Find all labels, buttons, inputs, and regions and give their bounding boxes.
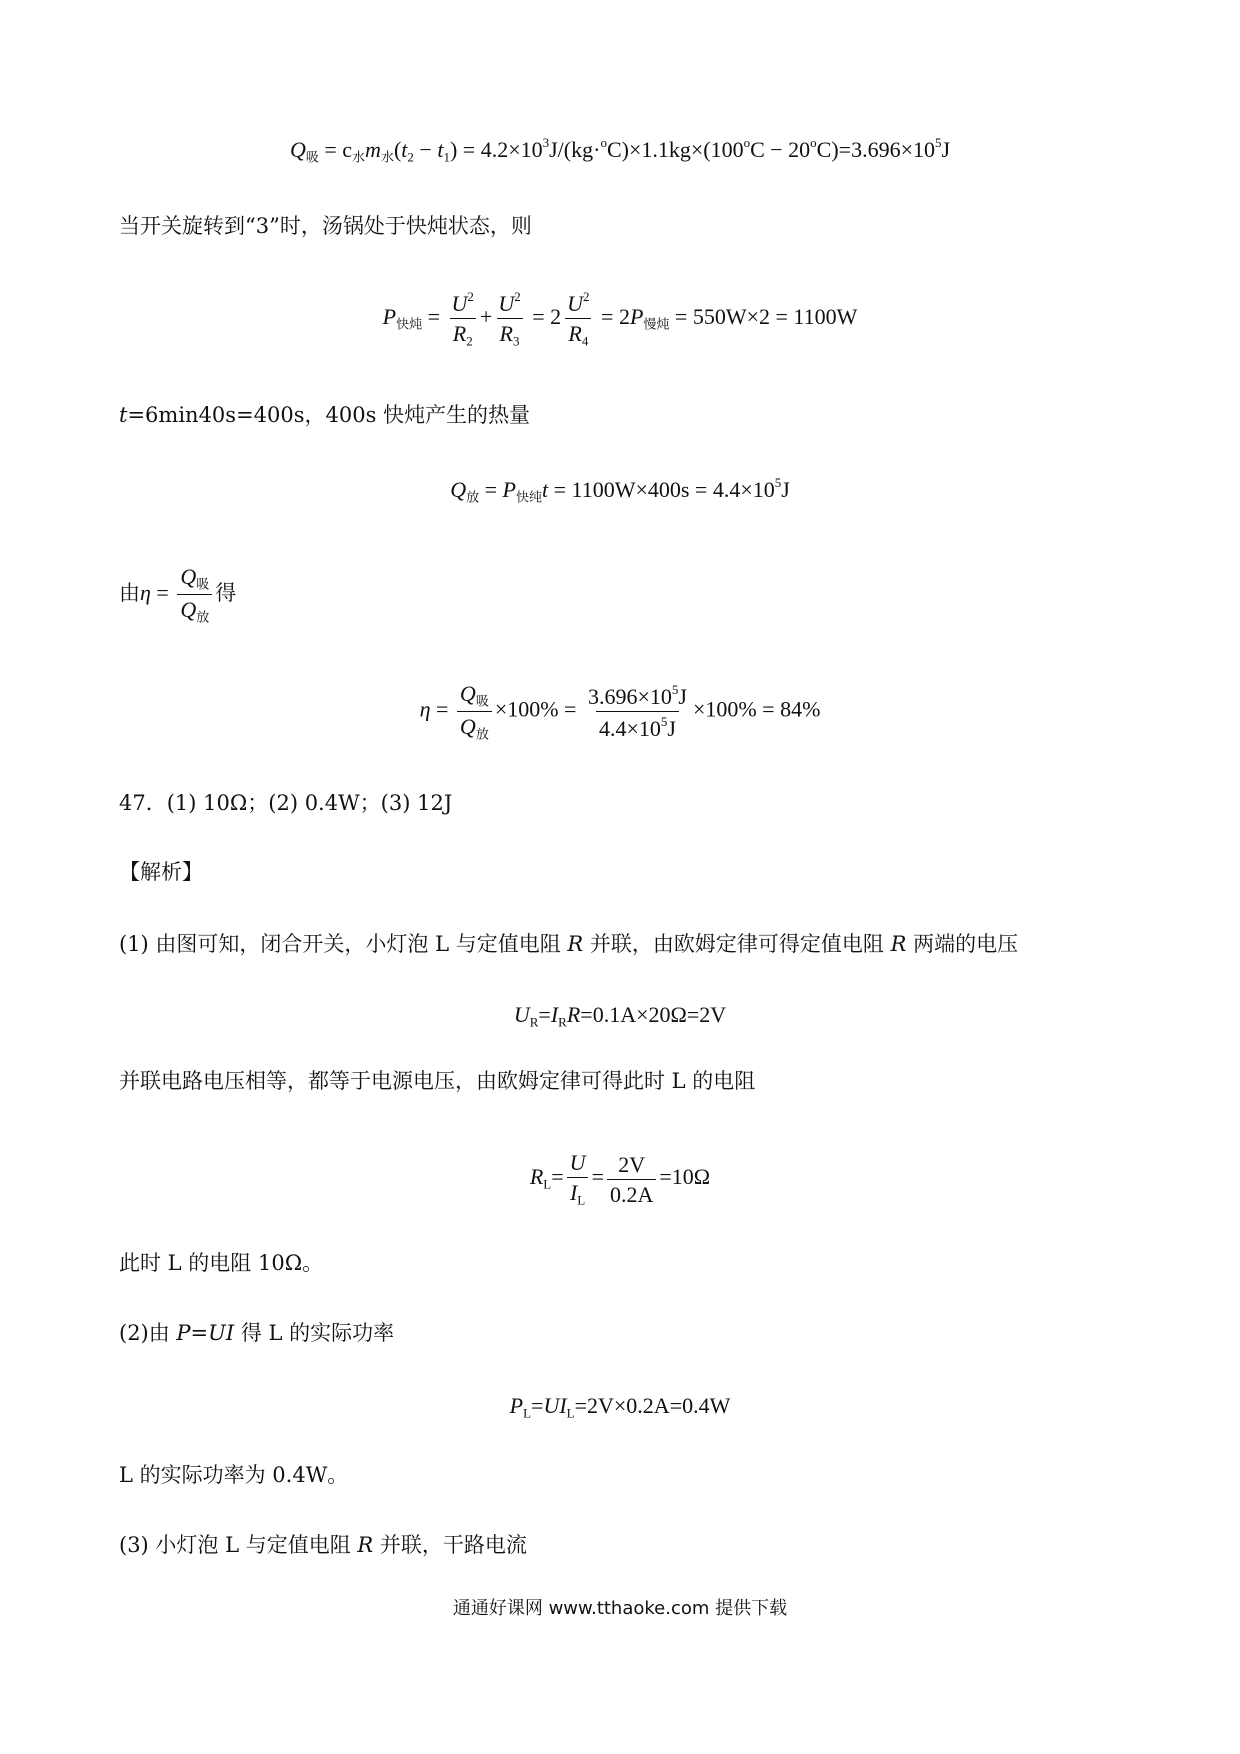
fraction-numeric-efficiency: $\frac{3.696\times 10^5J}{4.4\times 10^5J}$	[587, 682, 687, 741]
equation-voltage-r: $U_R=I_RR=0.1A\times 20\Omega=2V$	[513, 1002, 727, 1030]
fraction-qabs-over-qrel: $\frac{Q_吸}{Q_放}$	[177, 565, 212, 624]
paragraph-resistance-result: 此时 L 的电阻 10Ω。	[119, 1251, 324, 1275]
fraction-u2-over-r3: $\frac{U^2}{R_3}$	[498, 289, 521, 349]
paragraph-power-result: L 的实际功率为 0.4W。	[119, 1463, 349, 1487]
fraction-qabs-over-qrel-2: $\frac{Q_吸}{Q_放}$	[457, 682, 492, 741]
equation-resistance-l: $R_L=$ $\frac{U}{I_L}$ = $\frac{2V}{0.2A}$ =10Ω	[529, 1150, 711, 1208]
fraction-2v-over-02a: $\frac{2V}{0.2A}$	[607, 1153, 656, 1206]
page-footer: 通通好课网 www.tthaoke.com 提供下载	[452, 1598, 788, 1619]
part3-text: (3) 小灯泡 L 与定值电阻 R 并联，干路电流	[119, 1533, 527, 1557]
paragraph-fast-stew-state: 当开关旋转到“3”时，汤锅处于快炖状态，则	[119, 214, 532, 238]
fraction-u-over-il: $\frac{U}{I_L}$	[567, 1151, 589, 1207]
answer-47: 47．(1) 10Ω；(2) 0.4W；(3) 12J	[119, 791, 453, 815]
paragraph-efficiency-definition: 由η = $\frac{Q_吸}{Q_放}$ 得	[119, 564, 237, 625]
equation-power-l: $P_L=UI_L=2V\times 0.2A=0.4W$	[509, 1393, 731, 1421]
equation-heat-absorbed: $Q_吸 = c_水m_水(t_2 - t_1) = 4.2\times 10^3J/(kg\cdot^oC)\times 1.1kg\times(100^oC - 20^oC)=3.696\times 10^5J$	[289, 135, 951, 165]
equation-fast-stew-power: $P_{快炖}$ = $\frac{U^2}{R_2}$ + $\frac{U^2}{R_3}$ = 2 $\frac{U^2}{R_4}$ = $2P_{慢炖} = 550W\times 2 = 1100W$	[382, 289, 858, 349]
part2-text: (2)由 P=UI 得 L 的实际功率	[119, 1321, 395, 1345]
analysis-heading: 【解析】	[119, 860, 203, 884]
fraction-u2-over-r4: $\frac{U^2}{R_4}$	[567, 289, 590, 349]
paragraph-time-heat: t=6min40s=400s，400s 快炖产生的热量	[119, 403, 531, 427]
equation-heat-released: $Q_放 = P_{快纯}t = 1100W\times 400s = 4.4\times 10^5J$	[450, 475, 790, 505]
part1-text: (1) 由图可知，闭合开关，小灯泡 L 与定值电阻 R 并联，由欧姆定律可得定值电阻 R 两端的电压	[119, 932, 1019, 956]
fraction-u2-over-r2: $\frac{U^2}{R_2}$	[451, 289, 474, 349]
paragraph-parallel-voltage: 并联电路电压相等，都等于电源电压，由欧姆定律可得此时 L 的电阻	[119, 1069, 756, 1093]
equation-efficiency: η = $\frac{Q_吸}{Q_放}$ ×100% = $\frac{3.696\times 10^5J}{4.4\times 10^5J}$ ×100% = 84%	[419, 681, 821, 742]
